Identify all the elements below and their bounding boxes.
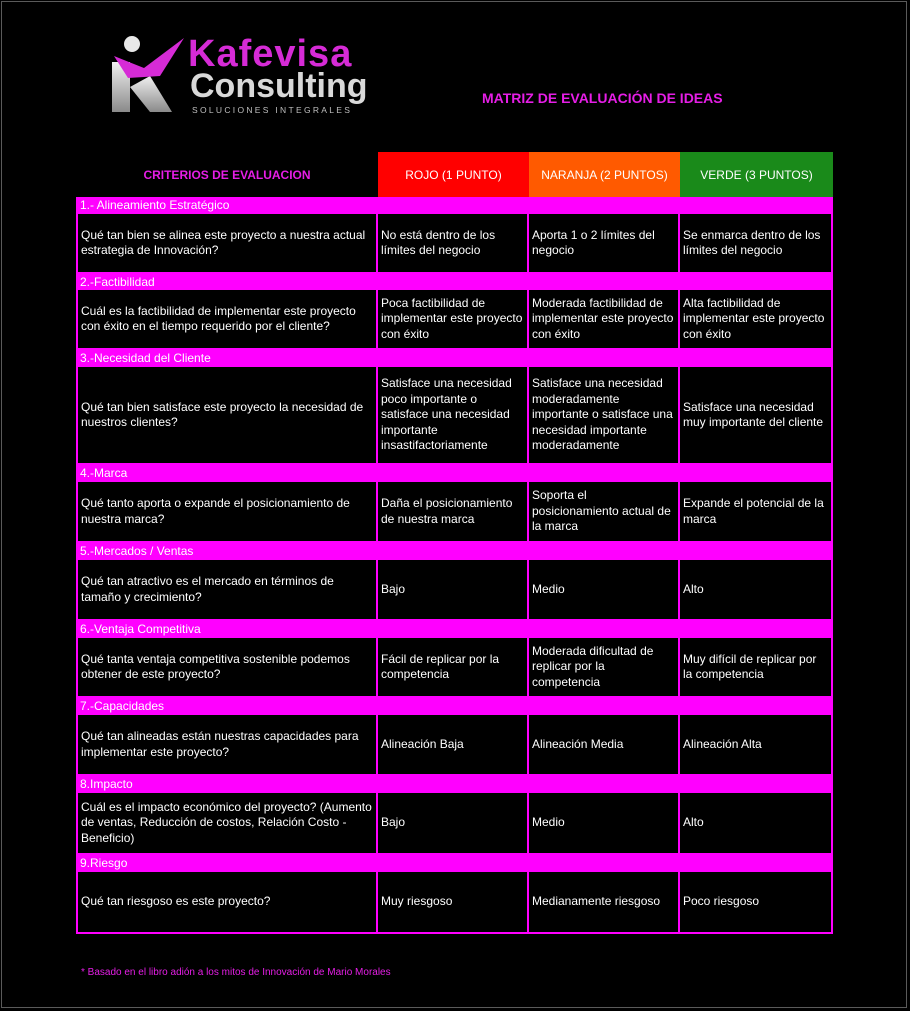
criterion-question: Qué tanto aporta o expande el posicionamiento de nuestra marca? [78,482,378,541]
section-label: 5.-Mercados / Ventas [76,543,833,560]
verde-cell: Poco riesgoso [683,894,760,909]
naranja-cell: Soporta el posicionamiento actual de la marca [529,482,680,541]
naranja-cell: Medio [529,793,680,853]
naranja-cell: Alineación Media [529,715,680,774]
page-title: MATRIZ DE EVALUACIÓN DE IDEAS [482,90,723,106]
verde-cell: Alineación Alta [683,736,762,751]
naranja-cell: Medio [529,560,680,619]
logo-name-top: Kafevisa [188,33,353,75]
section-label: 6.-Ventaja Competitiva [76,621,833,638]
criterion-question: Qué tan bien se alinea este proyecto a nuestra actual estrategia de Innovación? [78,214,378,272]
section-label: 2.-Factibilidad [76,274,833,290]
rojo-cell: Alineación Baja [378,715,529,774]
verde-cell: Satisface una necesidad muy importante del cliente [683,399,824,429]
rojo-cell: Muy riesgoso [378,872,529,932]
naranja-cell: Medianamente riesgoso [529,872,680,932]
table-row [76,715,833,776]
naranja-cell: Aporta 1 o 2 límites del negocio [529,214,680,272]
header-verde: VERDE (3 PUNTOS) [680,152,833,197]
table-row [76,560,833,621]
criterion-question: Qué tan riesgoso es este proyecto? [78,872,378,932]
section-label: 9.Riesgo [76,855,833,872]
verde-cell: Alto [683,815,704,830]
criterion-question: Qué tan bien satisface este proyecto la necesidad de nuestros clientes? [78,367,378,463]
company-logo [110,32,368,117]
table-row [76,793,833,855]
rojo-cell: Bajo [378,560,529,619]
section-label: 3.-Necesidad del Cliente [76,350,833,367]
header-naranja: NARANJA (2 PUNTOS) [529,152,680,197]
section-label: 8.Impacto [76,776,833,793]
rojo-cell: Poca factibilidad de implementar este proyecto con éxito [378,290,529,348]
criterion-question: Cuál es el impacto económico del proyecto? (Aumento de ventas, Reducción de costos, Relación Costo - Beneficio) [78,793,378,853]
logo-name-bottom: Consulting [190,67,368,105]
section-label: 1.- Alineamiento Estratégico [76,197,833,214]
naranja-cell: Moderada dificultad de replicar por la competencia [529,638,680,696]
rojo-cell: Bajo [378,793,529,853]
table-row [76,367,833,465]
header-rojo: ROJO (1 PUNTO) [378,152,529,197]
rojo-cell: Satisface una necesidad poco importante o satisface una necesidad importante insastifactoriamente [378,367,529,463]
naranja-cell: Moderada factibilidad de implementar este proyecto con éxito [529,290,680,348]
table-row [76,872,833,934]
footnote: * Basado en el libro adión a los mitos de Innovación de Mario Morales [81,967,391,978]
verde-cell: Muy difícil de replicar por la competencia [683,651,817,681]
rojo-cell: Daña el posicionamiento de nuestra marca [378,482,529,541]
logo-mark-icon [110,32,190,114]
verde-cell: Alta factibilidad de implementar este proyecto con éxito [683,295,825,341]
rojo-cell: Fácil de replicar por la competencia [378,638,529,696]
criterion-question: Qué tanta ventaja competitiva sostenible podemos obtener de este proyecto? [78,638,378,696]
logo-tagline: SOLUCIONES INTEGRALES [192,105,353,115]
section-label: 7.-Capacidades [76,698,833,715]
rojo-cell: No está dentro de los límites del negocio [378,214,529,272]
header-criterios: CRITERIOS DE EVALUACION [143,167,311,182]
table-row [76,214,833,274]
naranja-cell: Satisface una necesidad moderadamente importante o satisface una necesidad importante moderadamente [529,367,680,463]
verde-cell: Se enmarca dentro de los límites del negocio [683,227,821,257]
section-label: 4.-Marca [76,465,833,482]
criterion-question: Cuál es la factibilidad de implementar este proyecto con éxito en el tiempo requerido por el cliente? [78,290,378,348]
verde-cell: Expande el potencial de la marca [683,496,824,526]
criterion-question: Qué tan alineadas están nuestras capacidades para implementar este proyecto? [78,715,378,774]
table-row [76,290,833,350]
verde-cell: Alto [683,581,704,596]
criterion-question: Qué tan atractivo es el mercado en términos de tamaño y crecimiento? [78,560,378,619]
table-row [76,638,833,698]
table-row [76,482,833,543]
